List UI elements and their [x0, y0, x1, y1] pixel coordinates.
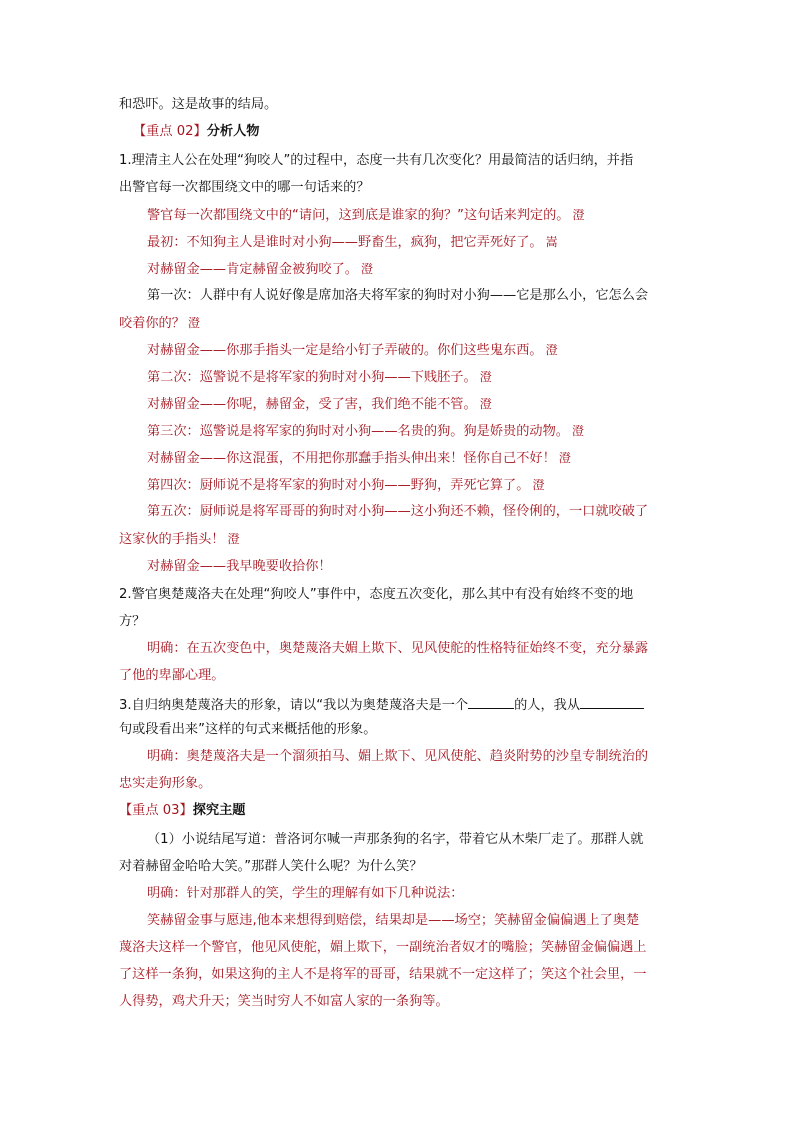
- answer-2-line-1: 明确：在五次变色中，奥楚蔑洛夫媚上欺下、见风使舵的性格特征始终不变，充分暴露: [147, 641, 649, 656]
- answer-1-first-dog: 最初：不知狗主人是谁时对小狗——野畜生，疯狗，把它弄死好了。 嵩: [147, 235, 558, 250]
- question-1-line-1: 1.理清主人公在处理“狗咬人”的过程中，态度一共有几次变化？用最简洁的话归纳，并指: [119, 153, 634, 168]
- question-4-line-2: 对着赫留金哈哈大笑。”那群人笑什么呢？为什么笑？: [119, 859, 423, 874]
- answer-4-line-2: 蔑洛夫这样一个警官，他见风使舵，媚上欺下，一副统治者奴才的嘴脸；笑赫留金偏偏遇上: [119, 940, 647, 955]
- annotation-mark: 澄: [532, 478, 545, 492]
- annotation-mark: 澄: [572, 208, 585, 222]
- answer-1-change-1-dog-line-2: 咬着你的？ 澄: [119, 316, 200, 331]
- question-3-line-2: 句或段看出来”这样的句式来概括他的形象。: [119, 722, 377, 737]
- question-2-line-1: 2.警官奥楚蔑洛夫在处理“狗咬人”事件中，态度五次变化，那么其中有没有始终不变的地: [119, 587, 634, 602]
- annotation-mark: 嵩: [545, 235, 558, 249]
- answer-4-intro: 明确：针对那群人的笑，学生的理解有如下几种说法：: [147, 886, 464, 901]
- answer-3-line-1: 明确：奥楚蔑洛夫是一个溜须拍马、媚上欺下、见风使舵、趋炎附势的沙皇专制统治的: [147, 749, 649, 764]
- answer-1-change-5-man: 对赫留金——我早晚要收拾你！: [147, 559, 332, 574]
- answer-1-intro: 警官每一次都围绕文中的“请问，这到底是谁家的狗？”这句话来判定的。 澄: [147, 208, 585, 223]
- question-2-line-2: 方？: [119, 614, 146, 629]
- fill-blank: [468, 694, 514, 709]
- annotation-mark: 澄: [545, 343, 558, 357]
- annotation-mark: 澄: [479, 370, 492, 384]
- section-title: 探究主题: [192, 803, 246, 818]
- question-4-line-1: （1）小说结尾写道：普洛诃尔喊一声那条狗的名字，带着它从木柴厂走了。那群人就: [147, 832, 644, 847]
- annotation-mark: 澄: [572, 424, 585, 438]
- answer-4-line-3: 了这样一条狗，如果这狗的主人不是将军的哥哥，结果就不一定这样了；笑这个社会里，一: [119, 967, 647, 982]
- section-heading-2: [133, 123, 259, 141]
- annotation-mark: 澄: [558, 451, 571, 465]
- answer-4-line-4: 人得势，鸡犬升天；笑当时穷人不如富人家的一条狗等。: [119, 994, 449, 1009]
- answer-2-line-2: 了他的卑鄙心理。: [119, 668, 225, 683]
- section-heading-3: [119, 802, 245, 820]
- answer-3-line-2: 忠实走狗形象。: [119, 776, 212, 791]
- section-tag: 【重点 02】: [133, 124, 207, 139]
- answer-1-change-3-man: 对赫留金——你这混蛋，不用把你那蠢手指头伸出来！怪你自己不好！ 澄: [147, 451, 571, 466]
- answer-1-change-5-dog-line-1: 第五次：厨师说是将军哥哥的狗时对小狗——这小狗还不赖，怪伶俐的，一口就咬破了: [147, 504, 649, 519]
- answer-1-first-man: 对赫留金——肯定赫留金被狗咬了。 澄: [147, 262, 374, 277]
- answer-1-change-3-dog: 第三次：巡警说是将军家的狗时对小狗——名贵的狗。狗是娇贵的动物。 澄: [147, 424, 585, 439]
- answer-1-change-2-man: 对赫留金——你呢，赫留金，受了害，我们绝不能不管。 澄: [147, 397, 492, 412]
- answer-1-change-1-man: 对赫留金——你那手指头一定是给小钉子弄破的。你们这些鬼东西。 澄: [147, 343, 558, 358]
- fill-blank: [580, 694, 644, 709]
- section-tag: 【重点 03】: [119, 803, 193, 818]
- answer-1-change-4-dog: 第四次：厨师说不是将军家的狗时对小狗——野狗，弄死它算了。 澄: [147, 478, 545, 493]
- answer-1-change-2-dog: 第二次：巡警说不是将军家的狗时对小狗——下贱胚子。 澄: [147, 370, 492, 385]
- annotation-mark: 澄: [479, 397, 492, 411]
- annotation-mark: 澄: [227, 532, 240, 546]
- question-1-line-2: 出警官每一次都围绕文中的哪一句话来的？: [119, 180, 370, 195]
- annotation-mark: 澄: [187, 316, 200, 330]
- answer-1-change-5-dog-line-2: 这家伙的手指头！ 澄: [119, 532, 240, 547]
- section-title: 分析人物: [206, 124, 260, 139]
- question-3-line-1: 3.自归纳奥楚蔑洛夫的形象，请以“我以为奥楚蔑洛夫是一个 的人，我从: [119, 694, 644, 715]
- answer-1-change-1-dog-line-1: 第一次：人群中有人说好像是席加洛夫将军家的狗时对小狗——它是那么小，它怎么会: [147, 288, 649, 303]
- intro-text: 和恐吓。这是故事的结局。: [119, 97, 278, 112]
- answer-4-line-1: 笑赫留金事与愿违,他本来想得到赔偿，结果却是——场空；笑赫留金偏偏遇上了奥楚: [147, 913, 640, 928]
- annotation-mark: 澄: [361, 262, 374, 276]
